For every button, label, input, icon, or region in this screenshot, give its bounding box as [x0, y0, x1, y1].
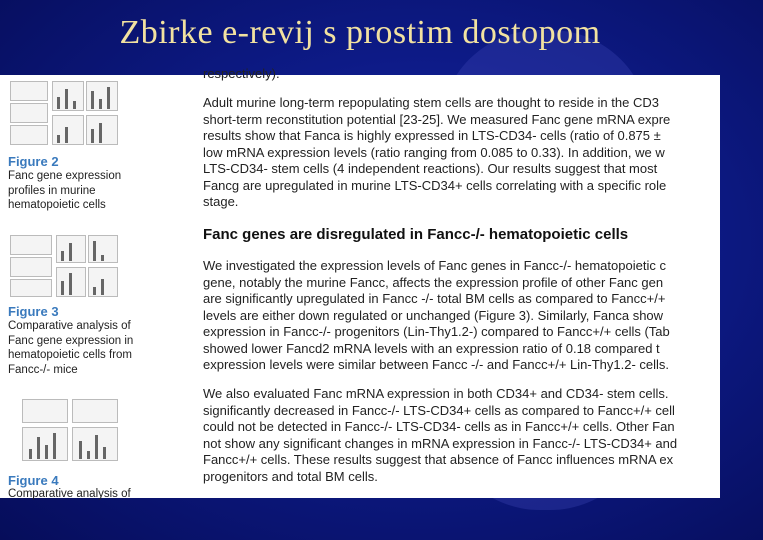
- caption-line: Fanc gene expression in: [8, 334, 134, 347]
- slide-title: Zbirke e-revij s prostim dostopom: [119, 14, 601, 51]
- paragraph-1: [203, 95, 763, 211]
- text-line: progenitors and total BM cells.: [203, 468, 378, 484]
- caption-line: Comparative analysis of: [8, 488, 131, 500]
- caption-line: profiles in murine: [8, 184, 96, 197]
- figure-4-thumbnail[interactable]: [8, 393, 138, 465]
- text-line: not show any significant changes in mRNA expression in Fancc-/- LTS-CD34+ and: [203, 435, 678, 451]
- text-line: expression levels were similar between Fancc -/- and Fancc+/+ Lin-Thy1.2- cells.: [203, 357, 670, 372]
- figure-3-caption: [8, 319, 188, 377]
- text-line: Fancg are upregulated in murine LTS-CD34+ cells correlating with a specific role: [203, 177, 667, 193]
- figure-2-label[interactable]: Figure 2: [8, 154, 59, 169]
- text-line: LTS-CD34- stem cells (4 independent reactions). Our results suggest that most: [203, 161, 658, 176]
- text-line: showed lower Fancd2 mRNA levels with an expression ratio of 0.18 compared t: [203, 340, 660, 356]
- caption-line: hematopoietic cells from: [8, 349, 132, 361]
- paragraph-2: [203, 258, 763, 374]
- caption-line: Comparative analysis of: [8, 320, 131, 332]
- paragraph-3: [203, 386, 763, 485]
- text-line: We also evaluated Fanc mRNA expression in both CD34+ and CD34- stem cells.: [203, 386, 669, 401]
- figure-3-label[interactable]: Figure 3: [8, 304, 59, 319]
- text-line: results show that Fanca is highly expressed in LTS-CD34- cells (ratio of 0.875 ±: [203, 128, 661, 143]
- figure-2-caption: [8, 169, 188, 213]
- figure-4-caption: [8, 487, 188, 502]
- figure-sidebar: [0, 75, 196, 498]
- cut-off-line: respectively).: [203, 66, 280, 81]
- text-line: Adult murine long-term repopulating stem cells are thought to reside in the CD3: [203, 95, 659, 110]
- text-line: could not be detected in Fancc-/- LTS-CD34- cells as in Fancc+/+ cells. Other Fan: [203, 419, 675, 434]
- text-line: significantly decreased in Fancc-/- LTS-CD34+ cells as compared to Fancc+/+ cell: [203, 402, 675, 418]
- caption-line: Fanc gene expression: [8, 170, 122, 182]
- figure-2-thumbnail[interactable]: [8, 77, 138, 149]
- section-heading: Fanc genes are disregulated in Fancc-/- hematopoietic cells: [203, 226, 629, 243]
- text-line: are significantly upregulated in Fancc -/- total BM cells as compared to Fancc+/+: [203, 291, 666, 306]
- text-line: gene, notably the murine Fancc, affects the expression profile of other Fanc gen: [203, 274, 664, 290]
- text-line: short-term reconstitution potential [23-25]. We measured Fanc gene mRNA expre: [203, 111, 671, 127]
- text-line: Fancc+/+ cells. These results suggest that absence of Fancc influences mRNA ex: [203, 452, 674, 467]
- figure-4-label[interactable]: Figure 4: [8, 473, 59, 488]
- figure-3-thumbnail[interactable]: [8, 227, 138, 299]
- text-line: levels are either down regulated or unchanged (Figure 3). Similarly, Fanca show: [203, 307, 664, 323]
- text-line: expression in Fancc-/- progenitors (Lin-Thy1.2-) compared to Fancc+/+ cells (Tab: [203, 324, 670, 339]
- text-line: low mRNA expression levels (ratio ranging from 0.085 to 0.33). In addition, we w: [203, 144, 665, 160]
- caption-line: hematopoietic cells: [8, 199, 106, 211]
- caption-line: Fancc-/- mice: [8, 363, 78, 376]
- text-line: stage.: [203, 194, 239, 209]
- document-screenshot: [0, 66, 720, 500]
- text-line: We investigated the expression levels of Fanc genes in Fancc-/- hematopoietic c: [203, 258, 666, 273]
